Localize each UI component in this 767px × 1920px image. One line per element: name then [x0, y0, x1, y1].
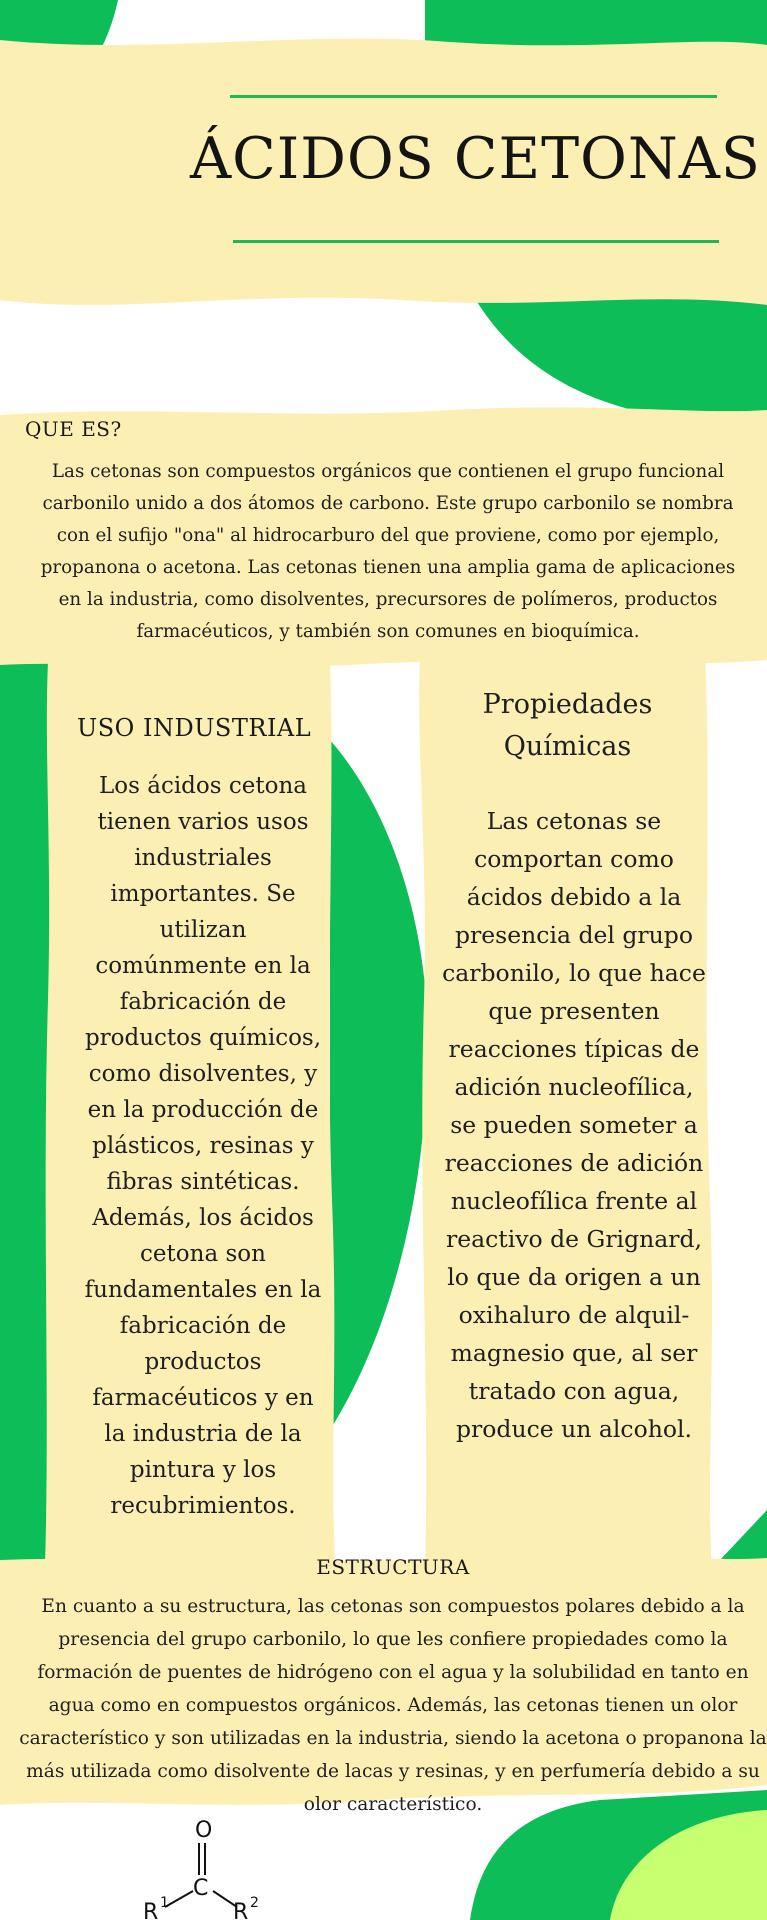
title-bottom-rule [233, 240, 719, 243]
intro-paragraph: Las cetonas son compuestos orgánicos que contienen el grupo funcional carbonilo unido a dos átomos de carbono. Este grupo carbonilo se nombra con el sufijo "ona" al hidrocarburo del que proviene, como por ejemplo, propanona o acetona. Las cetonas tienen una amplia gama de aplicaciones en la industria, como disolventes, precursores de polímeros, productos farmacéuticos, y también son comunes en bioquímica. [40, 461, 736, 642]
propiedades-heading: Propiedades Químicas [482, 689, 653, 762]
estructura-paragraph: En cuanto a su estructura, las cetonas son compuestos polares debido a la presencia del grupo carbonilo, lo que les confiere propiedades como la formación de puentes de hidrógeno con el agua y la solubilidad en tanto en agua como en compuestos orgánicos. Además, las cetonas tienen un olor característico y son utilizadas en la industria, siendo la acetona o propanona la más utilizada como disolvente de lacas y resinas, y en perfumería debido a su olor característico. [19, 1596, 767, 1815]
page-title: ÁCIDOS CETONAS [190, 126, 761, 192]
molecule-r1-sup: 1 [160, 1895, 169, 1911]
title-top-rule [230, 95, 717, 98]
molecule-r1: R [143, 1900, 159, 1920]
molecule-r2: R [233, 1900, 249, 1920]
intro-heading: QUE ES? [25, 417, 122, 441]
estructura-heading: ESTRUCTURA [316, 1555, 470, 1579]
bond-r1 [165, 1891, 193, 1907]
molecule-carbon: C [193, 1876, 209, 1901]
ketone-structure-diagram [135, 1815, 275, 1920]
molecule-oxygen: O [195, 1818, 213, 1843]
green-halfmoon-middle [330, 740, 428, 1430]
uso-industrial-paragraph: Los ácidos cetona tienen varios usos industriales importantes. Se utilizan comúnmente en la fabricación de productos químicos, como disolventes, y en la producción de plásticos, resinas y fibras sintéticas. Además, los ácidos cetona son fundamentales en la fabricación de productos farmacéuticos y en la industria de la pintura y los recubrimientos. [84, 773, 322, 1519]
uso-industrial-heading: USO INDUSTRIAL [77, 714, 312, 742]
propiedades-paragraph: Las cetonas se comportan como ácidos debido a la presencia del grupo carbonilo, lo que hace que presenten reacciones típicas de adición nucleofílica, se pueden someter a reacciones de adición nucleofílica frente al reactivo de Grignard, lo que da origen a un oxihaluro de alquil-magnesio que, al ser tratado con agua, produce un alcohol. [442, 807, 706, 1443]
molecule-r2-sup: 2 [250, 1895, 259, 1911]
